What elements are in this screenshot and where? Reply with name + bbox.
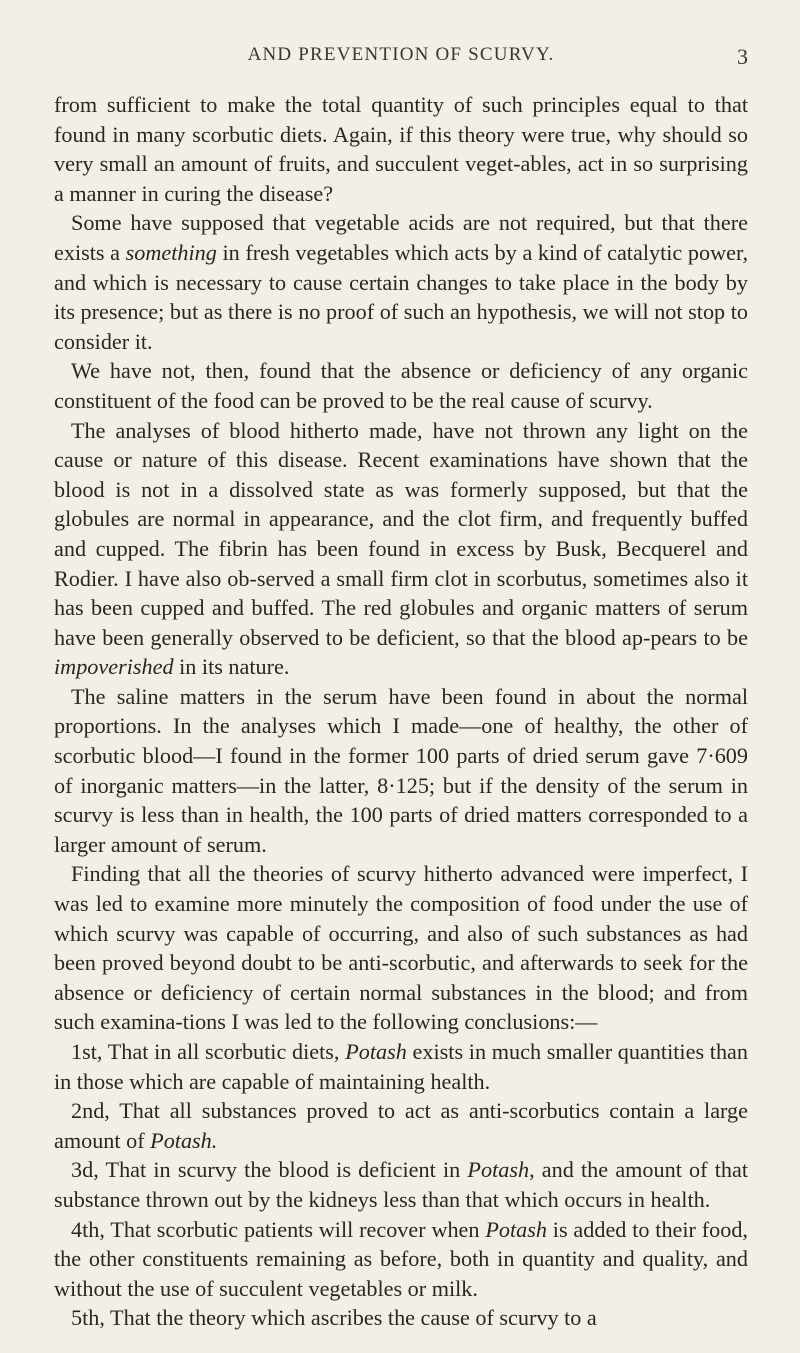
paragraph: [54, 859, 748, 1037]
text-run: from sufficient to make the total quantity of such principles equal to that found in many scorbutic diets. Again, if this theory were true, why should so very small an amount of fruits, and succulent veget-ables, act in so surprising a manner in curing the disease?: [54, 92, 748, 206]
paragraph: [54, 1215, 748, 1304]
paragraph: [54, 90, 748, 208]
paragraph: [54, 1096, 748, 1155]
italic-text: Potash.: [150, 1127, 218, 1153]
text-run: in its nature.: [173, 654, 290, 680]
text-run: 1st, That in all scorbutic diets,: [71, 1039, 346, 1064]
text-run: 2nd, That all substances proved to act as anti-scorbutics contain a large amount of: [54, 1098, 748, 1153]
text-run: The analyses of blood hitherto made, have not thrown any light on the cause or nature of this disease. Recent examinations have shown that the blood is not in a dissolved state as was formerly supposed, but that the globules are normal in appearance, and the clot firm, and frequently buffed and cupped. The fibrin has been found in excess by Busk, Becquerel and Rodier. I have also ob-served a small firm clot in scorbutus, sometimes also it has been cupped and buffed. The red globules and organic matters of serum have been generally observed to be deficient, so that the blood ap-pears to be: [54, 417, 748, 650]
text-run: in fresh vegetables which acts by a kind of catalytic power, and which is necessary to cause certain changes to take place in the body by its presence; but as there is no proof of such an hypothesis, we will not stop to consider it.: [54, 239, 748, 354]
running-title: AND PREVENTION OF SCURVY.: [247, 44, 555, 65]
italic-text: impoverished: [54, 654, 174, 680]
italic-text: Potash: [467, 1157, 530, 1183]
text-run: We have not, then, found that the absence or deficiency of any organic constituent of the food can be proved to be the real cause of scurvy.: [54, 358, 748, 413]
italic-text: Potash: [485, 1216, 547, 1242]
paragraph: [54, 1303, 748, 1333]
running-head: [54, 44, 748, 74]
body-text: [54, 90, 748, 1333]
paragraph: [54, 1155, 748, 1214]
text-run: 4th, That scorbutic patients will recover when: [71, 1216, 486, 1242]
text-run: The saline matters in the serum have been found in about the normal proportions. In the analyses which I made—one of healthy, the other of scorbutic blood—I found in the former 100 parts of dried serum gave 7·609 of inorganic matters—in the latter, 8·125; but if the density of the serum in scurvy is less than in health, the 100 parts of dried matters corresponded to a larger amount of serum.: [54, 683, 748, 857]
italic-text: something: [125, 239, 217, 265]
text-run: exists in much smaller quantities than in those which are capable of maintaining health.: [54, 1039, 748, 1094]
text-run: Finding that all the theories of scurvy hitherto advanced were imperfect, I was led to examine more minutely the composition of food under the use of which scurvy was capable of occurring, and also of such substances as had been proved beyond doubt to be anti-scorbutic, and afterwards to seek for the absence or deficiency of certain normal substances in the blood; and from such examina-tions I was led to the following conclusions:—: [54, 861, 748, 1035]
paragraph: [54, 1037, 748, 1096]
paragraph: [54, 356, 748, 415]
text-run: 5th, That the theory which ascribes the cause of scurvy to a: [71, 1305, 597, 1331]
text-run: Some have supposed that vegetable acids are not required, but that there exists a: [54, 210, 748, 265]
page-number: 3: [737, 44, 748, 69]
paragraph: [54, 416, 748, 682]
italic-text: Potash: [345, 1039, 407, 1064]
text-run: is added to their food, the other constituents remaining as before, both in quantity and quality, and without the use of succulent vegetables or milk.: [54, 1216, 748, 1301]
text-run: 3d, That in scurvy the blood is deficient in: [71, 1157, 468, 1183]
paragraph: [54, 682, 748, 860]
text-run: , and the amount of that substance thrown out by the kidneys less than that which occurs in health.: [54, 1157, 748, 1212]
paragraph: [54, 208, 748, 356]
